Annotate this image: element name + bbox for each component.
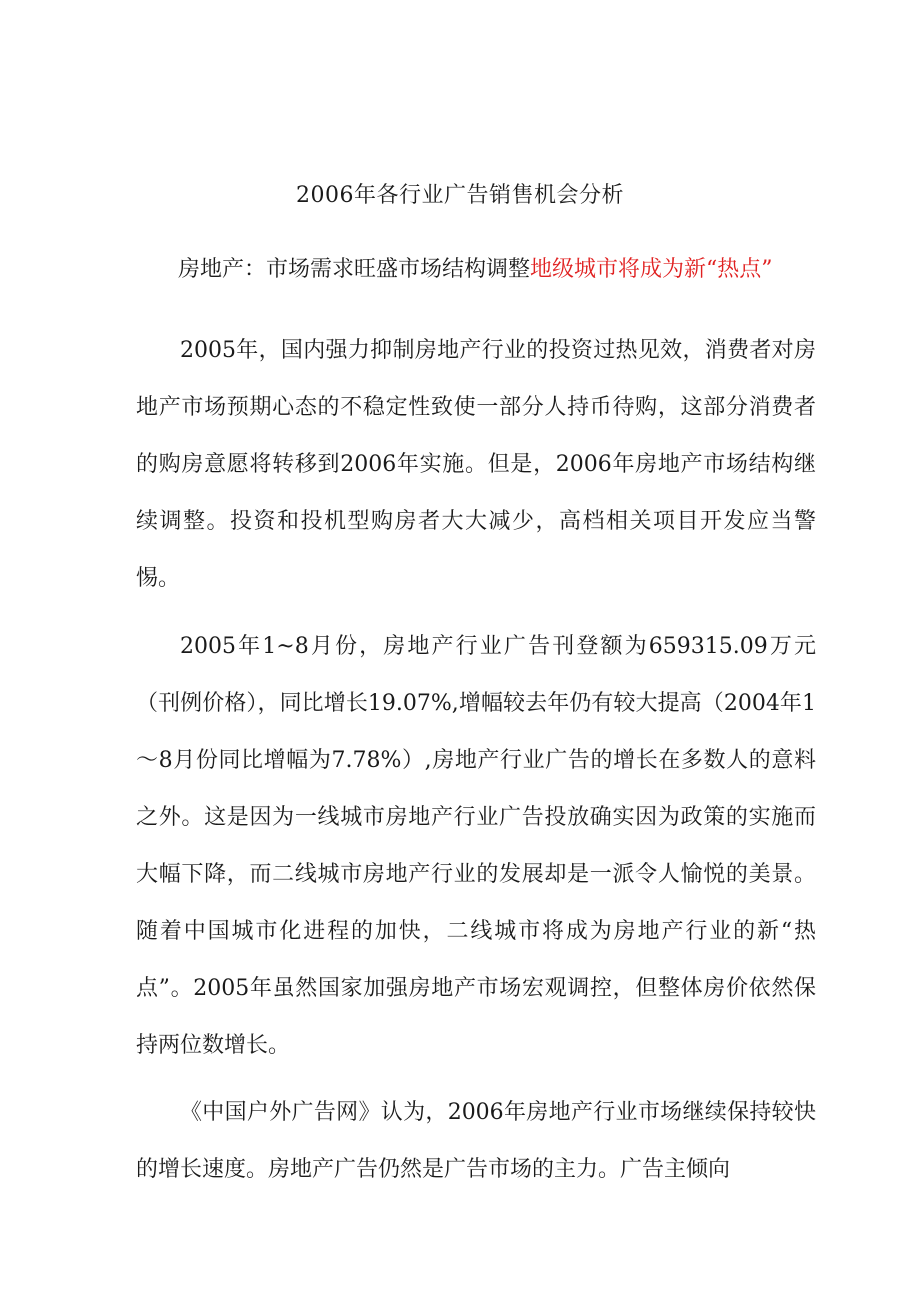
paragraph-1: 2005年，国内强力抑制房地产行业的投资过热见效，消费者对房地产市场预期心态的不稳定性致使一部分人持币待购，这部分消费者的购房意愿将转移到2006年实施。但是，2006年房地产市场结构继续调整。投资和投机型购房者大大减少，高档相关项目开发应当警惕。 — [136, 338, 816, 591]
paragraph-2: 2005年1~8月份，房地产行业广告刊登额为659315.09万元（刊例价格），同比增长19.07%,增幅较去年仍有较大提高（2004年1～8月份同比增幅为7.78%）,房地产行业广告的增长在多数人的意料之外。这是因为一线城市房地产行业广告投放确实因为政策的实施而大幅下降，而二线城市房地产行业的发展却是一派令人愉悦的美景。随着中国城市化进程的加快，二线城市将成为房地产行业的新“热点”。2005年虽然国家加强房地产市场宏观调控，但整体房价依然保持两位数增长。 — [136, 634, 816, 1058]
section-heading-prefix: 房地产：市场需求旺盛市场结构调整 — [178, 257, 531, 282]
section-heading — [178, 254, 858, 286]
document-title: 2006年各行业广告销售机会分析 — [296, 183, 624, 208]
section-heading-highlight: 地级城市将成为新“热点” — [530, 257, 773, 282]
paragraph-3: 《中国户外广告网》认为，2006年房地产行业市场继续保持较快的增长速度。房地产广告仍然是广告市场的主力。广告主倾向 — [136, 1100, 816, 1182]
